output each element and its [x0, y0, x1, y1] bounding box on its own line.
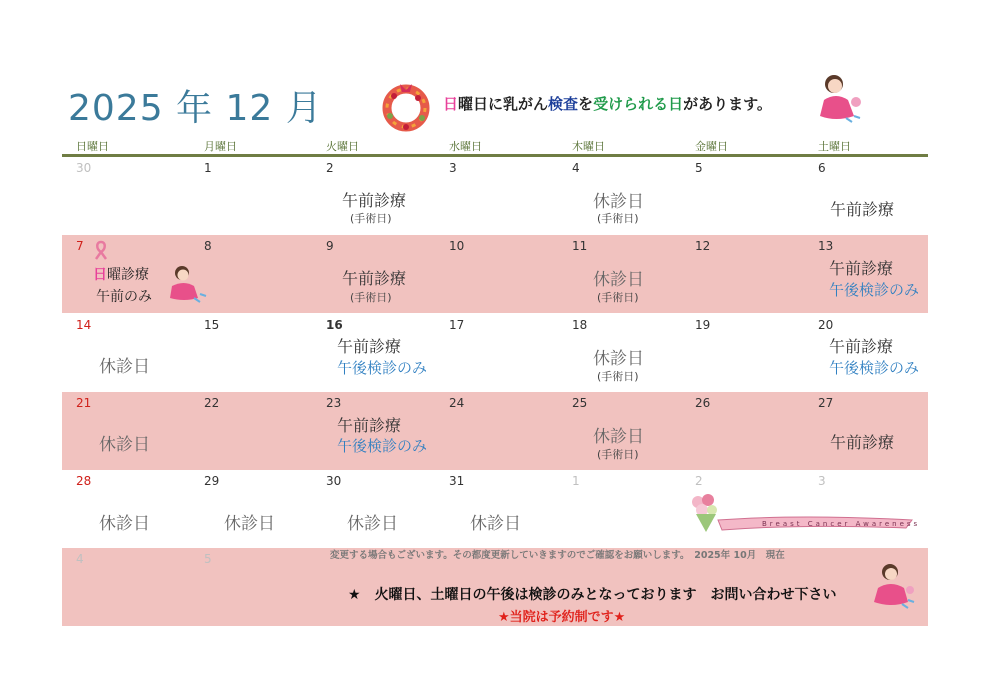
pm-exam-only-label: 午後検診のみ [337, 437, 428, 455]
day-number: 16 [326, 318, 343, 332]
closed-label: 休診日 [224, 514, 275, 534]
day-number: 6 [818, 161, 826, 175]
closed-label: 休診日 [593, 349, 644, 369]
day-number: 13 [818, 239, 834, 253]
weekday-tue: 火曜日 [326, 140, 359, 153]
day-number: 3 [818, 474, 826, 488]
day-number: 19 [695, 318, 711, 332]
christmas-wreath-icon [378, 78, 434, 132]
closed-label: 休診日 [593, 270, 644, 290]
day-number: 7 [76, 239, 84, 253]
closed-label: 休診日 [99, 357, 150, 377]
pink-ribbon-icon [90, 240, 112, 260]
girl-illustration-icon [864, 562, 920, 612]
notice-part: があります。 [683, 95, 772, 113]
girl-illustration-icon [806, 72, 868, 124]
day-number: 14 [76, 318, 92, 332]
am-clinic-label: 午前診療 [830, 200, 895, 219]
pm-exam-only-label: 午後検診のみ [829, 281, 920, 299]
notice-part: を [578, 95, 594, 113]
sunday-day-char: 日 [93, 267, 107, 283]
weekday-wed: 水曜日 [449, 140, 482, 153]
notice-sun: 日 [443, 95, 459, 113]
morning-only-label: 午前のみ [96, 289, 152, 305]
ribbon-text: Breast Cancer Awareness [762, 520, 921, 528]
notice-part: 曜日に乳がん [458, 95, 549, 113]
day-number: 29 [204, 474, 220, 488]
surgery-day-label: (手術日) [597, 212, 639, 225]
header-divider [62, 154, 928, 157]
closed-label: 休診日 [593, 427, 644, 447]
day-number: 25 [572, 396, 588, 410]
day-number: 2 [326, 161, 334, 175]
page-title: 2025 年 12 月 [68, 88, 323, 129]
surgery-day-label: (手術日) [597, 448, 639, 461]
pm-exam-only-label: 午後検診のみ [829, 359, 920, 377]
surgery-day-label: (手術日) [597, 370, 639, 383]
day-number: 2 [695, 474, 703, 488]
am-clinic-label: 午前診療 [830, 433, 895, 452]
am-clinic-label: 午前診療 [829, 337, 894, 356]
closed-label: 休診日 [470, 514, 521, 534]
update-note: 変更する場合もございます。その都度更新していきますのでご確認をお願いします。 2025年 10月 現在 [330, 550, 785, 561]
weekday-sun: 日曜日 [76, 140, 109, 153]
day-number: 28 [76, 474, 92, 488]
day-number: 27 [818, 396, 834, 410]
weekday-mon: 月曜日 [204, 140, 237, 153]
day-number: 10 [449, 239, 465, 253]
day-number: 20 [818, 318, 834, 332]
day-number: 8 [204, 239, 212, 253]
day-number: 26 [695, 396, 711, 410]
weekday-thu: 木曜日 [572, 140, 605, 153]
pm-exam-only-label: 午後検診のみ [337, 359, 428, 377]
day-number: 9 [326, 239, 334, 253]
day-number: 30 [76, 161, 92, 175]
day-number: 22 [204, 396, 220, 410]
am-clinic-label: 午前診療 [829, 259, 894, 278]
weekday-fri: 金曜日 [695, 140, 728, 153]
day-number: 3 [449, 161, 457, 175]
day-number: 21 [76, 396, 92, 410]
day-number: 31 [449, 474, 465, 488]
am-clinic-label: 午前診療 [342, 191, 407, 210]
surgery-day-label: (手術日) [350, 291, 392, 304]
notice-text [443, 93, 772, 114]
reservation-note: ★当院は予約制です★ [498, 610, 626, 625]
closed-label: 休診日 [593, 192, 644, 212]
footer-note: ★ 火曜日、土曜日の午後は検診のみとなっております お問い合わせ下さい [348, 587, 837, 603]
day-number: 1 [204, 161, 212, 175]
am-clinic-label: 午前診療 [342, 269, 407, 288]
day-number: 4 [76, 552, 84, 566]
week-band-4 [62, 392, 928, 470]
day-number: 23 [326, 396, 342, 410]
day-number: 12 [695, 239, 711, 253]
day-number: 11 [572, 239, 588, 253]
closed-label: 休診日 [99, 514, 150, 534]
day-number: 17 [449, 318, 465, 332]
day-number: 1 [572, 474, 580, 488]
closed-label: 休診日 [99, 435, 150, 455]
girl-illustration-icon [160, 264, 210, 304]
bouquet-ribbon-banner-icon [682, 490, 922, 538]
sunday-clinic-label [93, 264, 149, 284]
am-clinic-label: 午前診療 [337, 416, 402, 435]
day-number: 4 [572, 161, 580, 175]
day-number: 30 [326, 474, 342, 488]
weekday-sat: 土曜日 [818, 140, 851, 153]
sunday-clinic-rest: 曜診療 [107, 267, 149, 283]
closed-label: 休診日 [347, 514, 398, 534]
surgery-day-label: (手術日) [350, 212, 392, 225]
day-number: 5 [695, 161, 703, 175]
surgery-day-label: (手術日) [597, 291, 639, 304]
day-number: 18 [572, 318, 588, 332]
notice-available: 受けられる日 [593, 95, 684, 113]
day-number: 15 [204, 318, 220, 332]
day-number: 5 [204, 552, 212, 566]
day-number: 24 [449, 396, 465, 410]
am-clinic-label: 午前診療 [337, 337, 402, 356]
notice-exam: 検査 [548, 95, 579, 113]
